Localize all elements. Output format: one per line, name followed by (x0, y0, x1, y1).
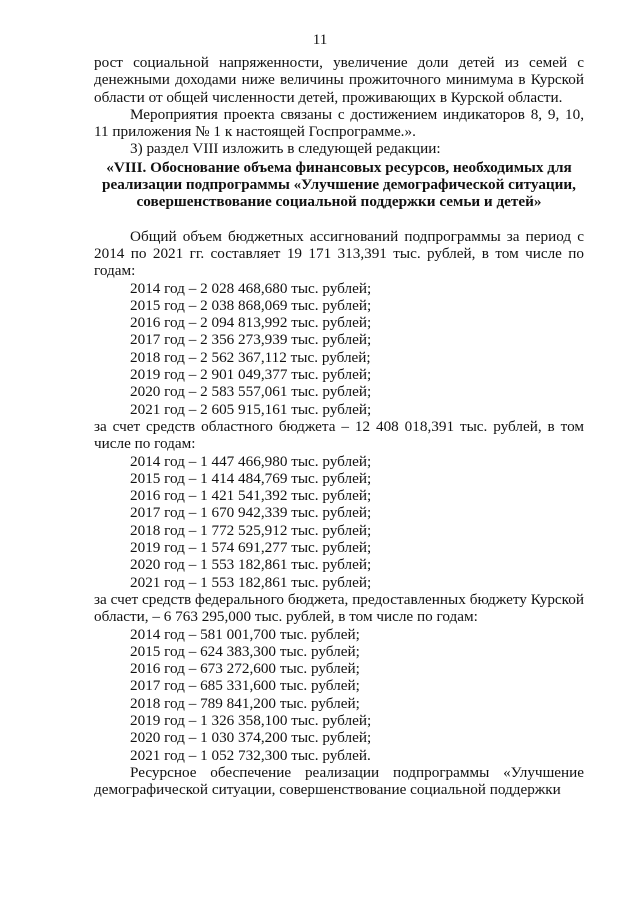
list-item: 2019 год – 1 326 358,100 тыс. рублей; (130, 711, 372, 729)
list-item: 2017 год – 1 670 942,339 тыс. рублей; (130, 504, 372, 522)
list-item: 2015 год – 1 414 484,769 тыс. рублей; (130, 469, 372, 487)
list-item: 2015 год – 2 038 868,069 тыс. рублей; (130, 296, 372, 314)
list-item: 2015 год – 624 383,300 тыс. рублей; (130, 642, 360, 660)
list-item: 2017 год – 685 331,600 тыс. рублей; (130, 677, 360, 695)
paragraph-regional-funding: за счет средств областного бюджета – 12 408 018,391 тыс. рублей, в том числе по годам: (94, 417, 584, 453)
list-item: 2016 год – 2 094 813,992 тыс. рублей; (130, 314, 372, 332)
list-item: 2018 год – 789 841,200 тыс. рублей; (130, 694, 360, 712)
paragraph-federal-funding: за счет средств федерального бюджета, предоставленных бюджету Курской области, – 6 763 295,000 тыс. рублей, в том числе по годам: (94, 590, 584, 626)
document-body (94, 54, 584, 798)
page-number: 11 (312, 31, 328, 48)
list-item: 2018 год – 1 772 525,912 тыс. рублей; (130, 521, 372, 539)
list-item: 2019 год – 1 574 691,277 тыс. рублей; (130, 539, 372, 557)
section-heading: «VIII. Обоснование объема финансовых ресурсов, необходимых для реализации подпрограммы «Улучшение демографической ситуации, совершенствование социальной поддержки семьи и детей» (102, 158, 576, 211)
list-item: 2021 год – 2 605 915,161 тыс. рублей; (130, 400, 372, 418)
paragraph-social-tension: рост социальной напряженности, увеличение доли детей из семей с денежными доходами ниже величины прожиточного минимума в Курской области от общей численности детей, проживающих в Курской области. (94, 54, 584, 106)
federal-funding-years-list (94, 626, 584, 764)
regional-funding-years-list (94, 453, 584, 591)
paragraph-resource-provision: Ресурсное обеспечение реализации подпрограммы «Улучшение демографической ситуации, совершенствование социальной поддержки (94, 763, 584, 799)
list-item: 2020 год – 1 553 182,861 тыс. рублей; (130, 556, 372, 574)
list-item: 2017 год – 2 356 273,939 тыс. рублей; (130, 331, 372, 349)
list-item: 2021 год – 1 052 732,300 тыс. рублей. (130, 746, 371, 764)
list-item: 2016 год – 673 272,600 тыс. рублей; (130, 660, 360, 678)
list-item: 2014 год – 581 001,700 тыс. рублей; (130, 625, 360, 643)
list-item: 2020 год – 1 030 374,200 тыс. рублей; (130, 729, 372, 747)
paragraph-total-funding: Общий объем бюджетных ассигнований подпрограммы за период с 2014 по 2021 гг. составляет 19 171 313,391 тыс. рублей, в том числе по годам: (94, 227, 584, 280)
list-item: 2019 год – 2 901 049,377 тыс. рублей; (130, 366, 372, 384)
list-item: 2018 год – 2 562 367,112 тыс. рублей; (130, 348, 371, 366)
list-item: 2020 год – 2 583 557,061 тыс. рублей; (130, 383, 372, 401)
paragraph-indicators: Мероприятия проекта связаны с достижением индикаторов 8, 9, 10, 11 приложения № 1 к настоящей Госпрограмме.». (94, 105, 584, 141)
list-item: 2016 год – 1 421 541,392 тыс. рублей; (130, 487, 372, 505)
list-item: 2014 год – 2 028 468,680 тыс. рублей; (130, 279, 372, 297)
list-item: 2014 год – 1 447 466,980 тыс. рублей; (130, 452, 372, 470)
list-item: 2021 год – 1 553 182,861 тыс. рублей; (130, 573, 372, 591)
paragraph-section-amendment: 3) раздел VIII изложить в следующей редакции: (130, 140, 441, 158)
total-funding-years-list (94, 280, 584, 418)
